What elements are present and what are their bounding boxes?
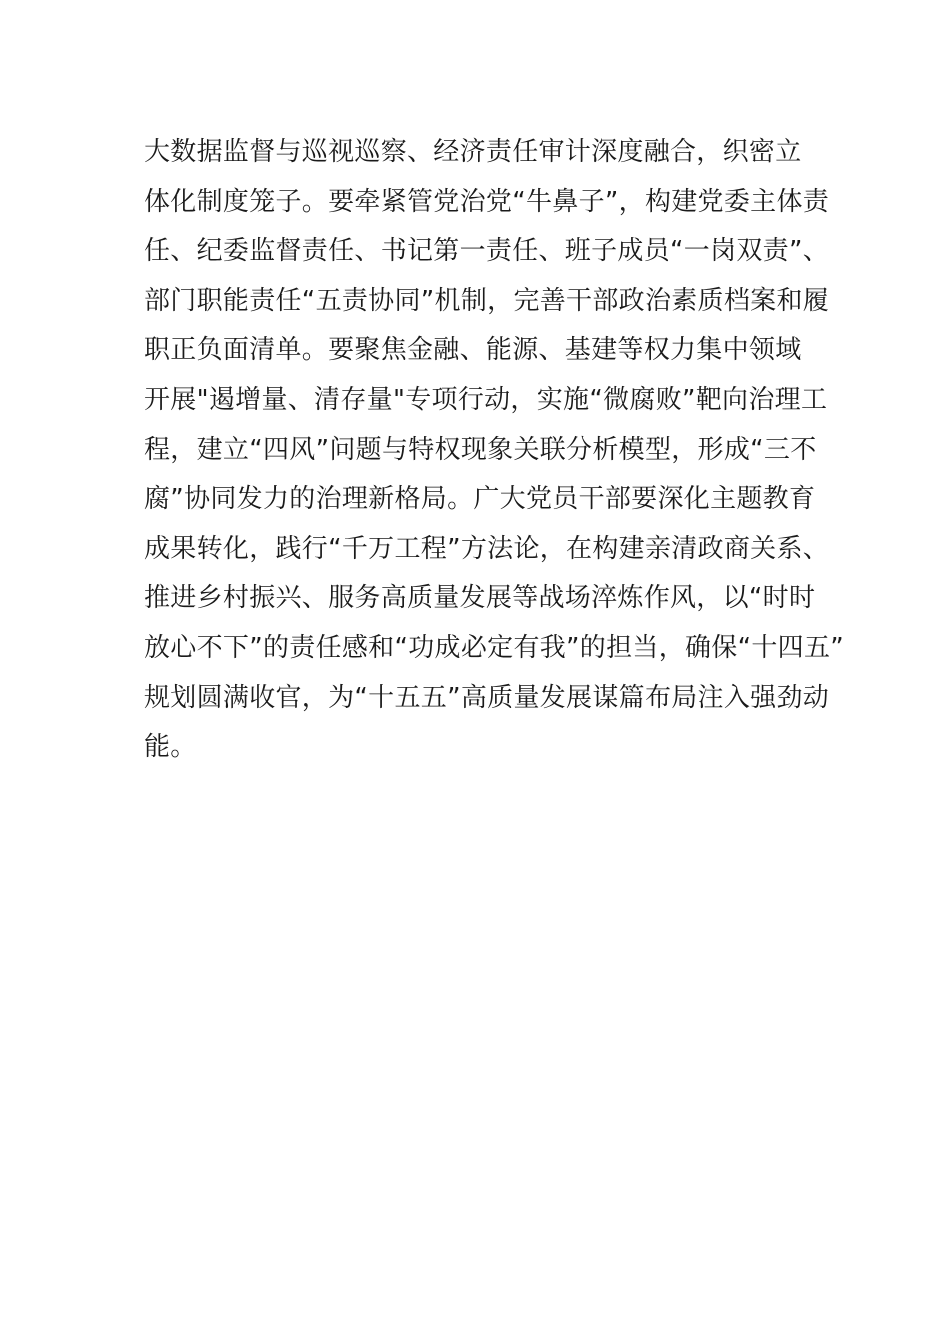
text-line: 开展"遏增量、清存量"专项行动，实施“微腐败”靶向治理工 [144, 384, 828, 415]
text-line: 职正负面清单。要聚焦金融、能源、基建等权力集中领域 [144, 335, 802, 366]
body-paragraph [144, 128, 845, 773]
text-line: 成果转化，践行“千万工程”方法论，在构建亲清政商关系、 [144, 533, 830, 564]
text-line: 部门职能责任“五责协同”机制，完善干部政治素质档案和履 [144, 285, 830, 316]
text-line: 推进乡村振兴、服务高质量发展等战场淬炼作风，以“时时 [144, 583, 816, 614]
text-line: 规划圆满收官，为“十五五”高质量发展谋篇布局注入强劲动 [144, 682, 830, 713]
text-line: 任、纪委监督责任、书记第一责任、班子成员“一岗双责”、 [144, 236, 830, 267]
text-line: 程，建立“四风”问题与特权现象关联分析模型，形成“三不 [144, 434, 817, 465]
text-line: 腐”协同发力的治理新格局。广大党员干部要深化主题教育 [144, 484, 816, 515]
text-line: 放心不下”的责任感和“功成必定有我”的担当，确保“十四五” [144, 632, 845, 663]
text-line: 体化制度笼子。要牵紧管党治党“牛鼻子”，构建党委主体责 [144, 186, 830, 217]
text-line: 能。 [144, 732, 197, 763]
text-line: 大数据监督与巡视巡察、经济责任审计深度融合，织密立 [144, 137, 802, 167]
